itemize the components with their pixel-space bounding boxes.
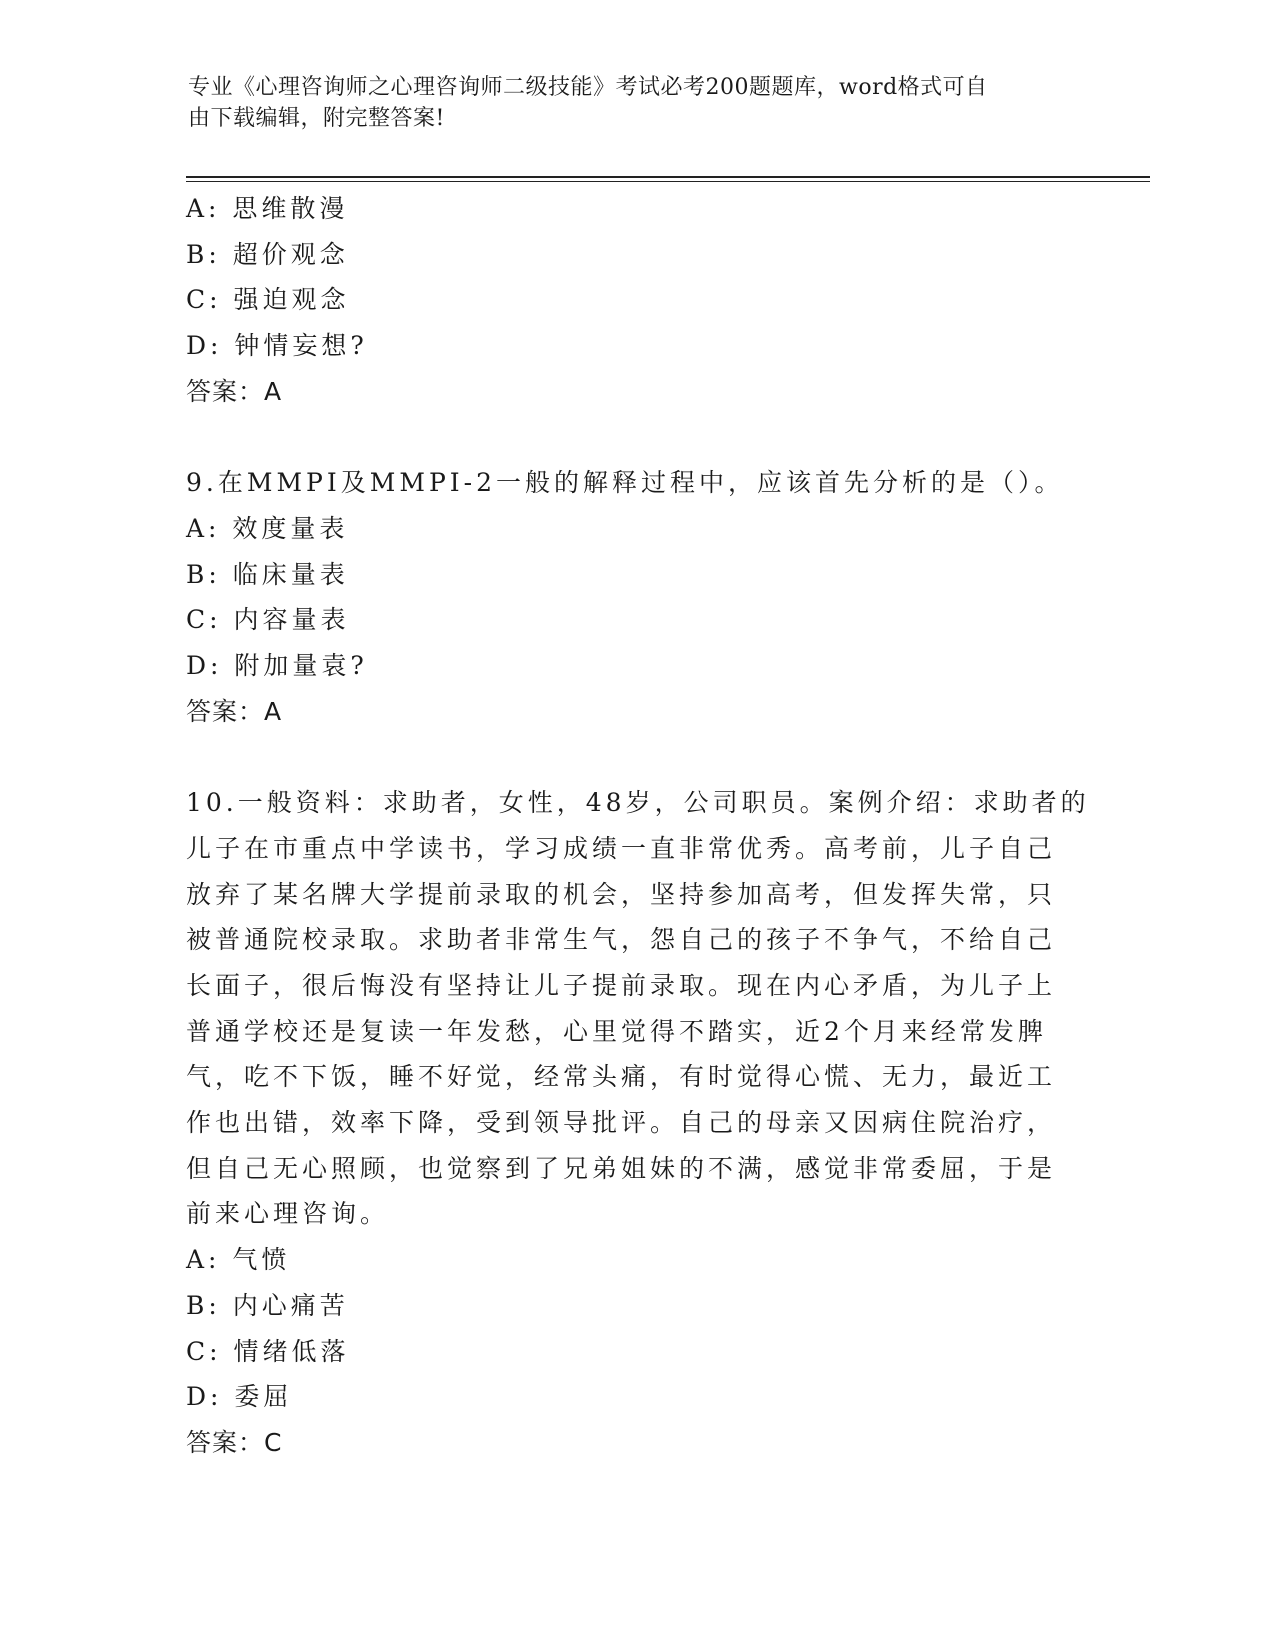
question-text: 9.在MMPI及MMPI-2一般的解释过程中，应该首先分析的是（）。 (186, 468, 1064, 498)
option-b: B: 内心痛苦 (186, 1290, 349, 1320)
header-line-1: 专业《心理咨询师之心理咨询师二级技能》考试必考200题题库，word格式可自 (188, 75, 988, 100)
question-line: 被普通院校录取。求助者非常生气，怨自己的孩子不争气，不给自己 (186, 925, 1057, 955)
question-8-block (186, 186, 1086, 415)
header-rule-thick (186, 176, 1150, 178)
option-b: B: 超价观念 (186, 239, 349, 269)
spacer (186, 415, 1086, 461)
option-d: D: 委屈 (186, 1382, 293, 1412)
question-9-block (186, 460, 1086, 734)
answer: 答案：A (186, 696, 283, 726)
question-line: 普通学校还是复读一年发愁，心里觉得不踏实，近2个月来经常发脾 (186, 1016, 1047, 1046)
question-line: 放弃了某名牌大学提前录取的机会，坚持参加高考，但发挥失常，只 (186, 879, 1057, 909)
question-line: 儿子在市重点中学读书，学习成绩一直非常优秀。高考前，儿子自己 (186, 833, 1057, 863)
header-line-2: 由下载编辑，附完整答案! (188, 106, 445, 131)
spacer (186, 734, 1086, 780)
question-line: 气，吃不下饭，睡不好觉，经常头痛，有时觉得心慌、无力，最近工 (186, 1062, 1057, 1092)
question-line: 但自己无心照顾，也觉察到了兄弟姐妹的不满，感觉非常委屈，于是 (186, 1153, 1057, 1183)
header-rule-thin (186, 181, 1150, 182)
option-a: A: 思维散漫 (186, 194, 349, 223)
question-line: 前来心理咨询。 (186, 1199, 390, 1229)
answer: 答案：C (186, 1427, 283, 1457)
document-body (186, 186, 1090, 1466)
option-d: D: 钟情妄想? (186, 331, 368, 361)
answer: 答案：A (186, 376, 283, 406)
option-c: C: 强迫观念 (186, 285, 350, 315)
question-line: 10.一般资料：求助者，女性，48岁，公司职员。案例介绍：求助者的 (186, 788, 1090, 818)
option-b: B: 临床量表 (186, 559, 349, 589)
question-line: 长面子，很后悔没有坚持让儿子提前录取。现在内心矛盾，为儿子上 (186, 970, 1057, 1000)
option-a: A: 效度量表 (186, 513, 349, 543)
document-header (188, 72, 1088, 134)
option-d: D: 附加量袁? (186, 651, 368, 681)
question-10-block (186, 780, 1090, 1466)
option-c: C: 内容量表 (186, 605, 350, 635)
option-a: A: 气愤 (186, 1245, 291, 1275)
option-c: C: 情绪低落 (186, 1336, 350, 1366)
question-line: 作也出错，效率下降，受到领导批评。自己的母亲又因病住院治疗， (186, 1108, 1057, 1138)
